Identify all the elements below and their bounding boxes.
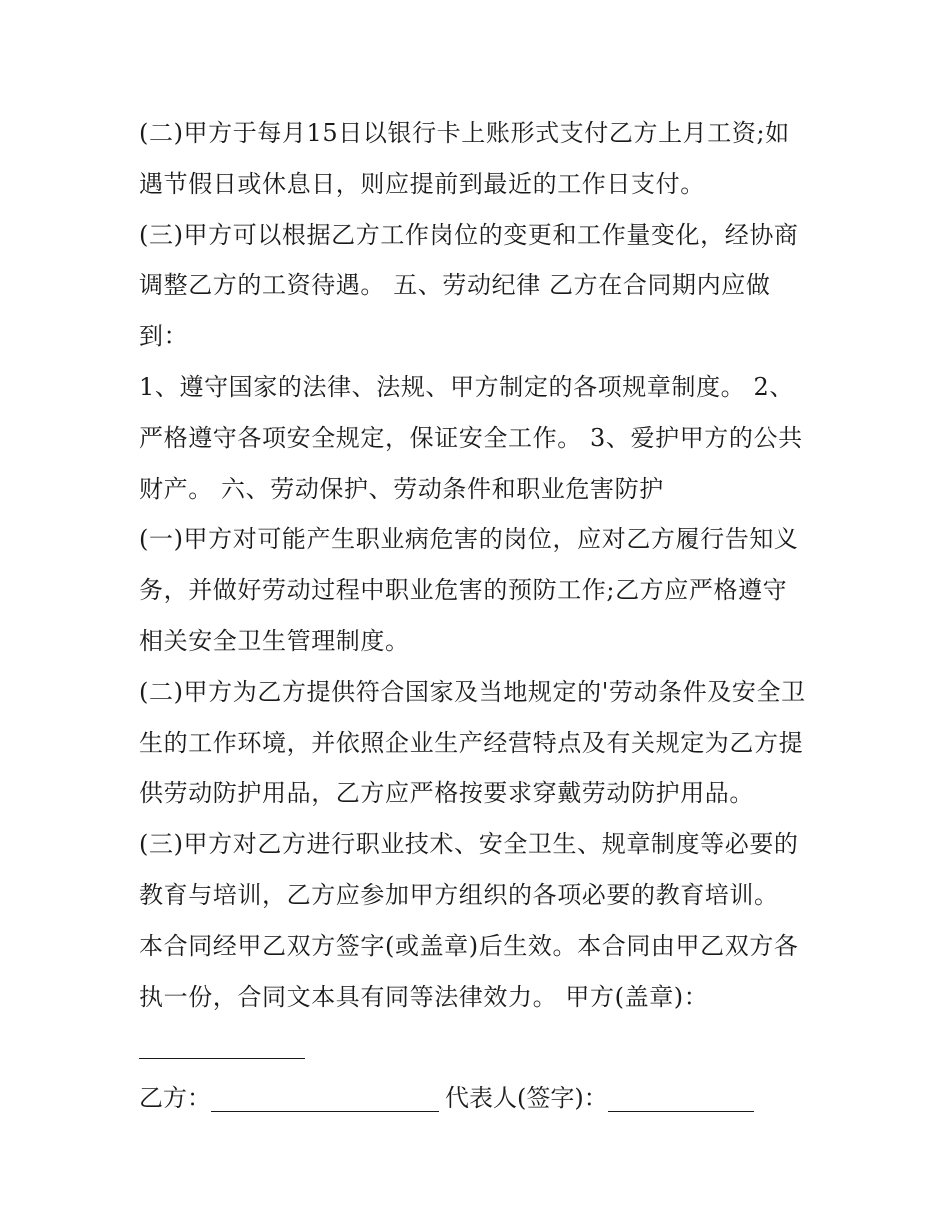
text-line: 教育与培训，乙方应参加甲方组织的各项必要的教育培训。 bbox=[139, 880, 779, 909]
party-b-signature-row bbox=[139, 1073, 819, 1124]
representative-signature-blank bbox=[608, 1085, 754, 1112]
text-line: 调整乙方的工资待遇。 五、劳动纪律 乙方在合同期内应做 bbox=[139, 271, 771, 300]
party-a-signature-line bbox=[139, 1022, 819, 1073]
text-line: (一)甲方对可能产生职业病危害的岗位，应对乙方履行告知义 bbox=[139, 525, 799, 554]
party-a-seal-blank bbox=[139, 1058, 305, 1059]
text-line: 严格遵守各项安全规定，保证安全工作。 3、爱护甲方的公共 bbox=[139, 423, 803, 452]
text-line: 本合同经甲乙双方签字(或盖章)后生效。本合同由甲乙双方各 bbox=[139, 931, 799, 960]
text-line: 务，并做好劳动过程中职业危害的预防工作;乙方应严格遵守 bbox=[139, 576, 788, 605]
text-line: 财产。 六、劳动保护、劳动条件和职业危害防护 bbox=[139, 474, 664, 503]
text-line: 执一份，合同文本具有同等法律效力。 甲方(盖章)： bbox=[139, 982, 709, 1011]
text-line: (二)甲方于每月15日以银行卡上账形式支付乙方上月工资;如 bbox=[139, 119, 790, 147]
text-line: (二)甲方为乙方提供符合国家及当地规定的'劳动条件及安全卫 bbox=[139, 677, 806, 706]
text-line: (三)甲方可以根据乙方工作岗位的变更和工作量变化，经协商 bbox=[139, 220, 799, 249]
text-line: 供劳动防护用品，乙方应严格按要求穿戴劳动防护用品。 bbox=[139, 779, 754, 808]
contract-body bbox=[139, 108, 819, 1124]
text-line: 1、遵守国家的法律、法规、甲方制定的各项规章制度。 2、 bbox=[139, 372, 794, 401]
text-line: (三)甲方对乙方进行职业技术、安全卫生、规章制度等必要的 bbox=[139, 830, 799, 859]
text-line: 遇节假日或休息日，则应提前到最近的工作日支付。 bbox=[139, 169, 705, 198]
representative-label: 代表人(签字)： bbox=[445, 1084, 608, 1113]
party-b-label: 乙方： bbox=[139, 1084, 211, 1113]
text-line: 生的工作环境，并依照企业生产经营特点及有关规定为乙方提 bbox=[139, 728, 804, 757]
text-line: 相关安全卫生管理制度。 bbox=[139, 626, 410, 655]
party-b-signature-blank bbox=[211, 1085, 439, 1112]
text-line: 到： bbox=[139, 322, 189, 351]
